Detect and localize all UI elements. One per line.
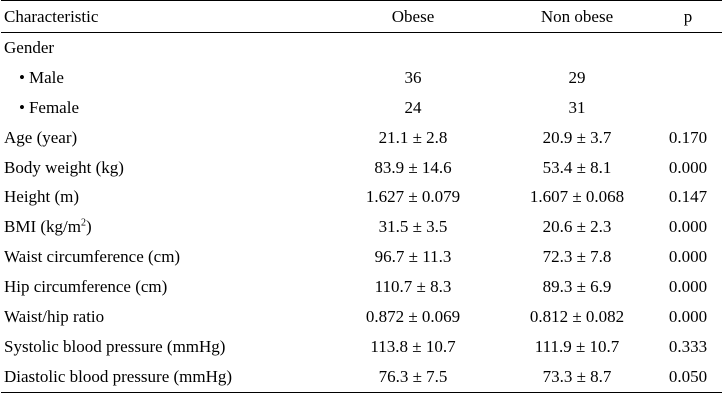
cell-p: 0.000 xyxy=(668,247,708,267)
table-row xyxy=(1,123,722,153)
table-row xyxy=(1,153,722,183)
row-label: Waist/hip ratio xyxy=(4,306,105,326)
row-label-tail: ) xyxy=(85,217,92,237)
cell-non-obese: 29 xyxy=(568,67,586,87)
superscript: 2 xyxy=(80,217,86,229)
cell-obese: 36 xyxy=(404,67,422,87)
cell-obese: 0.872 ± 0.069 xyxy=(365,306,461,326)
cell-p xyxy=(652,33,722,63)
cell-obese: 1.627 ± 0.079 xyxy=(365,187,461,207)
cell-p xyxy=(652,63,722,93)
cell-obese: 110.7 ± 8.3 xyxy=(374,277,452,297)
row-label: Hip circumference (cm) xyxy=(4,277,168,297)
cell-p: 0.147 xyxy=(668,187,708,207)
row-label: Systolic blood pressure (mmHg) xyxy=(4,336,226,356)
cell-non-obese: 53.4 ± 8.1 xyxy=(542,157,612,177)
row-label: Age (year) xyxy=(4,127,78,147)
table-row xyxy=(1,182,722,212)
cell-non-obese: 73.3 ± 8.7 xyxy=(542,366,612,386)
cell-non-obese: 1.607 ± 0.068 xyxy=(529,187,625,207)
row-label-cell xyxy=(1,212,324,242)
cell-obese: 21.1 ± 2.8 xyxy=(378,127,448,147)
header-non-obese: Non obese xyxy=(540,6,614,26)
cell-obese xyxy=(324,33,502,63)
cell-p: 0.000 xyxy=(668,306,708,326)
row-label: BMI (kg/m xyxy=(4,217,81,237)
table-row xyxy=(1,212,722,242)
row-label: Female xyxy=(28,97,79,117)
cell-obese: 113.8 ± 10.7 xyxy=(370,336,456,356)
cell-non-obese: 72.3 ± 7.8 xyxy=(542,247,612,267)
row-label: Diastolic blood pressure (mmHg) xyxy=(4,366,233,386)
cell-non-obese: 89.3 ± 6.9 xyxy=(542,277,612,297)
table-row xyxy=(1,272,722,302)
table-header-row xyxy=(1,1,722,33)
cell-p: 0.333 xyxy=(668,336,708,356)
cell-obese: 24 xyxy=(404,97,422,117)
cell-non-obese xyxy=(502,33,652,63)
bullet-icon: • xyxy=(19,67,25,87)
header-obese: Obese xyxy=(391,6,435,26)
cell-obese: 76.3 ± 7.5 xyxy=(378,366,448,386)
table-row xyxy=(1,242,722,272)
row-label: Gender xyxy=(4,37,55,57)
cell-non-obese: 20.9 ± 3.7 xyxy=(542,127,612,147)
row-label: Body weight (kg) xyxy=(4,157,124,177)
cell-obese: 83.9 ± 14.6 xyxy=(374,157,452,177)
table-row xyxy=(1,302,722,332)
cell-obese: 31.5 ± 3.5 xyxy=(378,217,448,237)
cell-non-obese: 0.812 ± 0.082 xyxy=(529,306,625,326)
bullet-icon: • xyxy=(19,97,25,117)
row-label-cell xyxy=(1,93,324,123)
table-row xyxy=(1,93,722,123)
cell-p xyxy=(652,93,722,123)
cell-p: 0.000 xyxy=(668,217,708,237)
cell-p: 0.000 xyxy=(668,277,708,297)
row-label: Waist circumference (cm) xyxy=(4,247,181,267)
header-characteristic: Characteristic xyxy=(4,6,99,26)
row-label: Height (m) xyxy=(4,187,80,207)
characteristics-table xyxy=(1,0,722,393)
cell-p: 0.050 xyxy=(668,366,708,386)
table-row xyxy=(1,63,722,93)
cell-p: 0.170 xyxy=(668,127,708,147)
table-row xyxy=(1,362,722,392)
cell-p: 0.000 xyxy=(668,157,708,177)
table-row xyxy=(1,33,722,63)
table-row xyxy=(1,332,722,362)
cell-non-obese: 20.6 ± 2.3 xyxy=(542,217,612,237)
cell-obese: 96.7 ± 11.3 xyxy=(374,247,452,267)
row-label: Male xyxy=(28,67,64,87)
cell-non-obese: 31 xyxy=(568,97,586,117)
cell-non-obese: 111.9 ± 10.7 xyxy=(534,336,620,356)
row-label-cell xyxy=(1,63,324,93)
header-p: p xyxy=(683,6,693,26)
